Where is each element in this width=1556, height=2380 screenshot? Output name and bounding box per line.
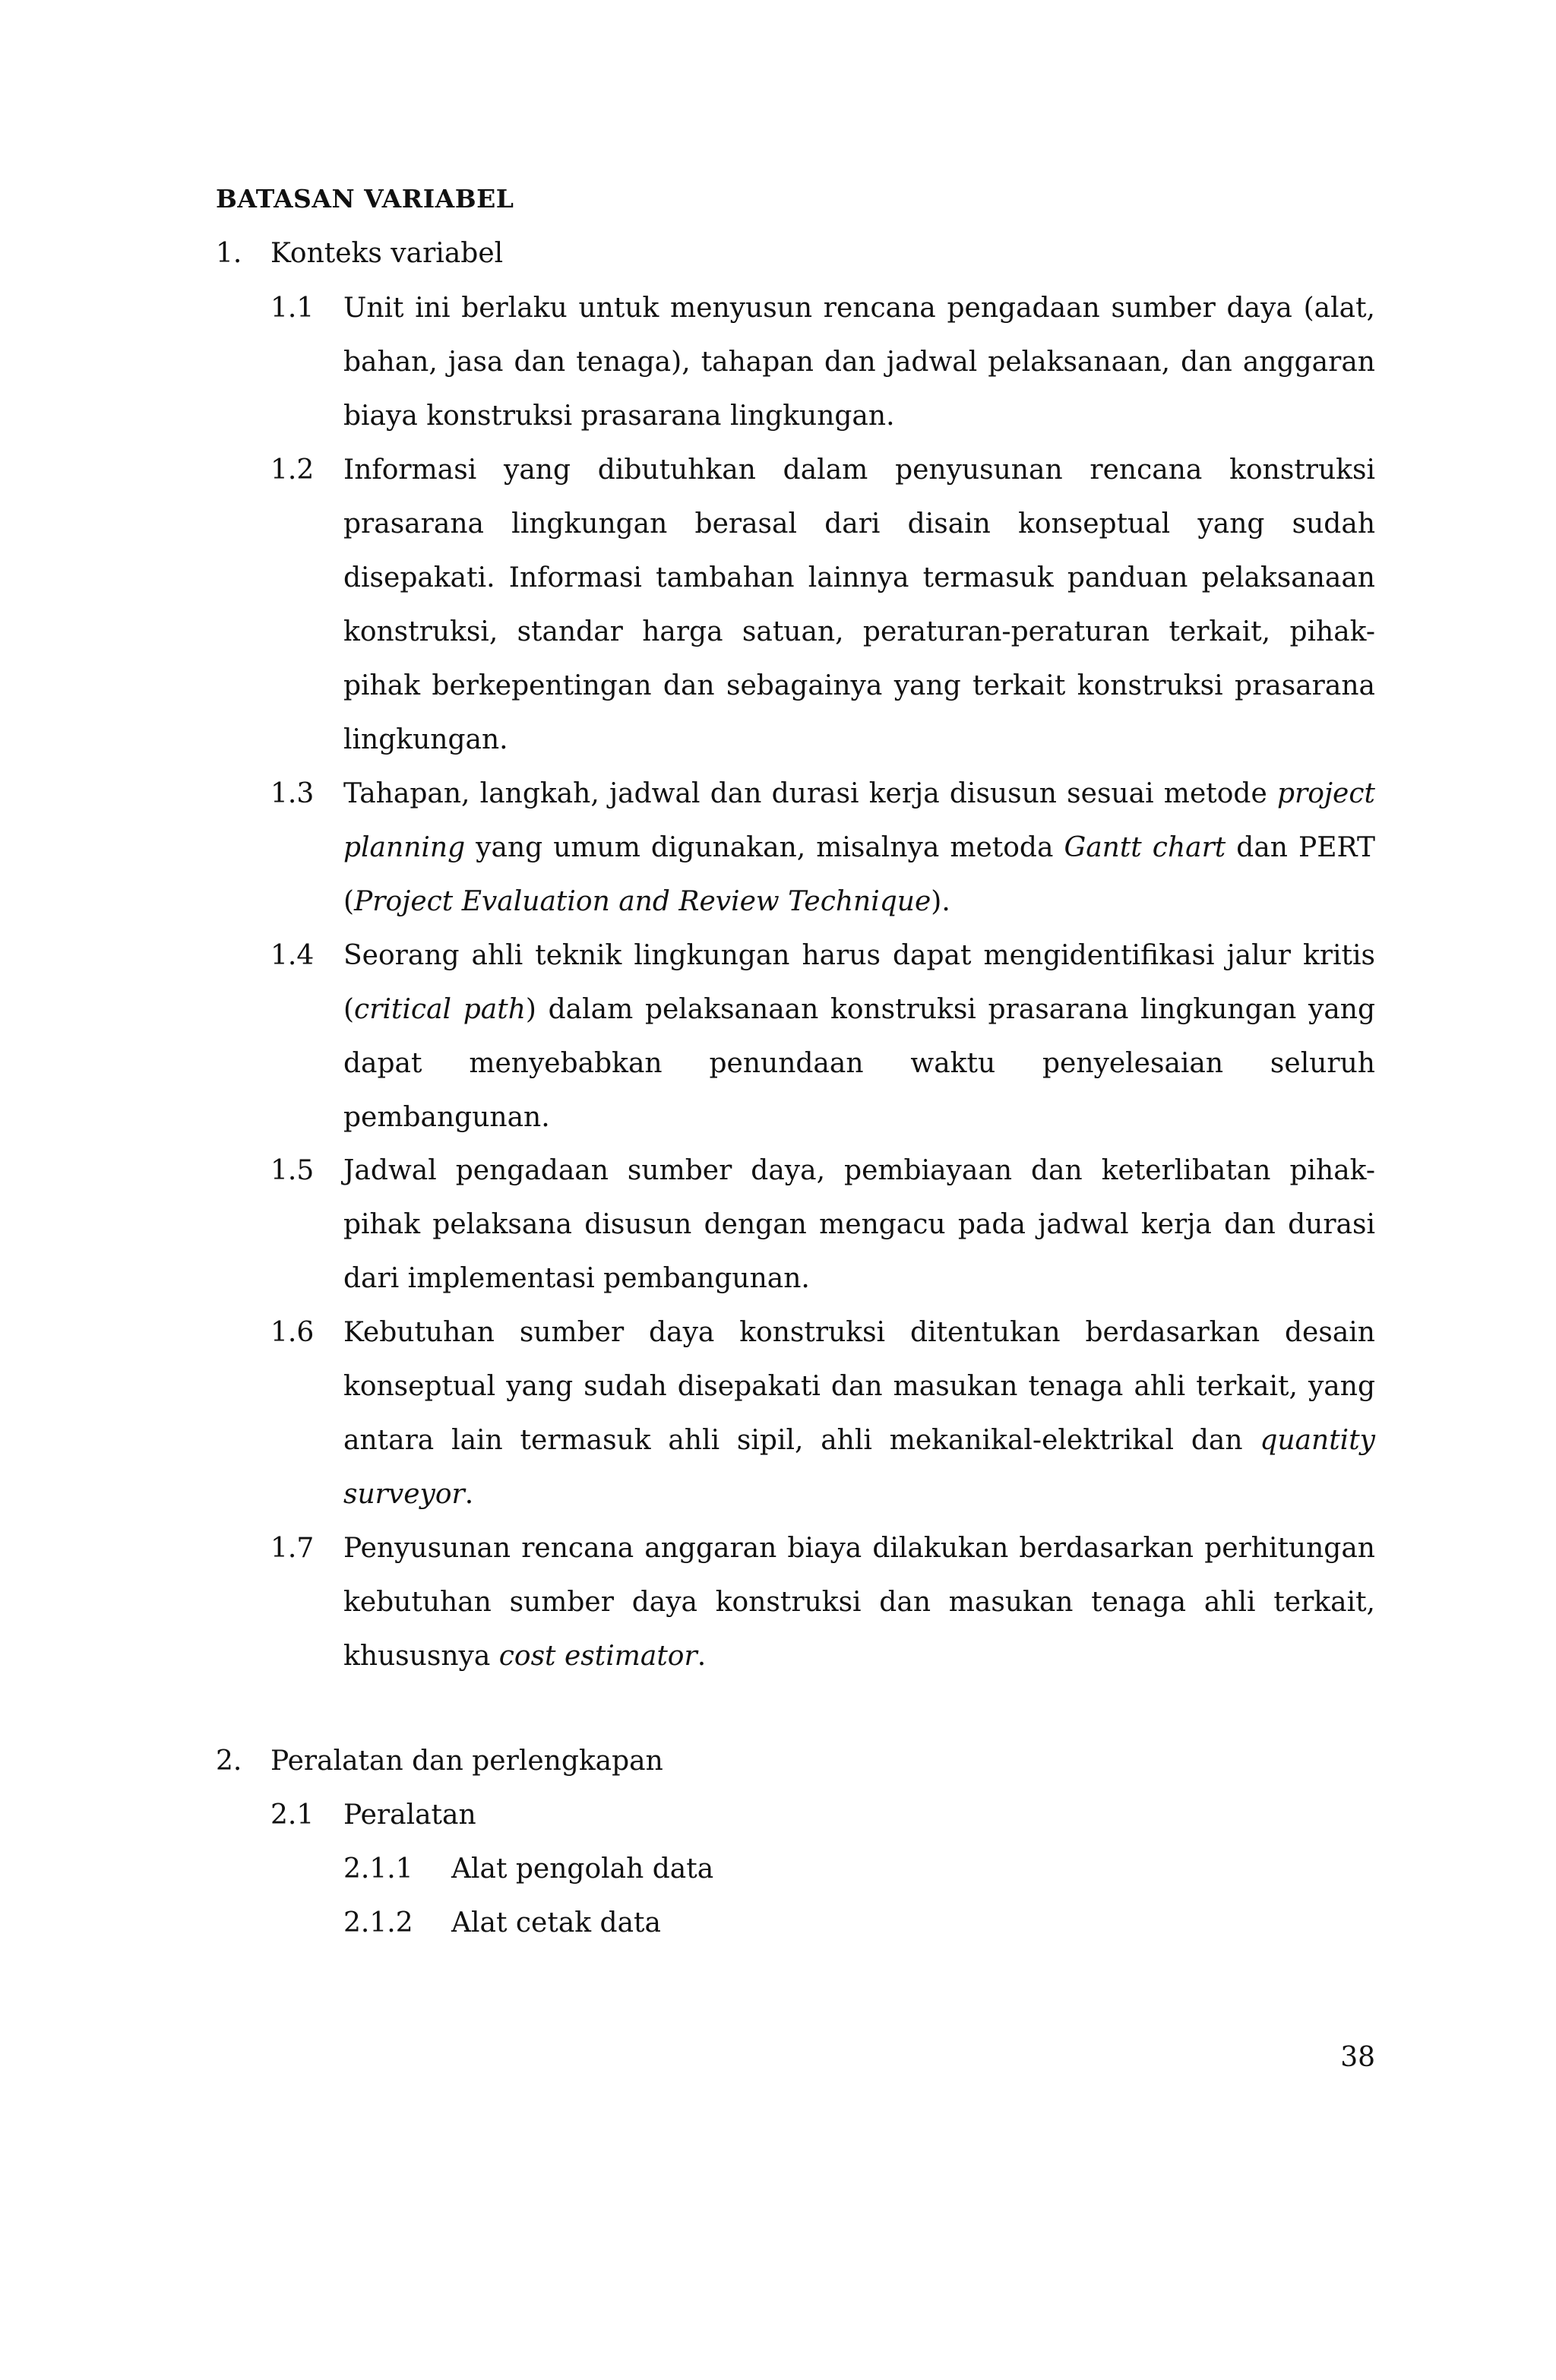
text-run: ). <box>931 886 950 917</box>
item-1-7-text <box>343 1521 1375 1683</box>
item-1-2-paragraph: Informasi yang dibutuhkan dalam penyusunan rencana konstruksi prasarana lingkungan berasal dari disain konseptual yang sudah disepakati. Informasi tambahan lainnya termasuk panduan pelaksanaan konstruksi, standar harga satuan, peraturan-peraturan terkait, pihak-pihak berkepentingan dan sebagainya yang terkait konstruksi prasarana lingkungan. <box>343 454 1375 755</box>
item-1-3-paragraph <box>343 767 1375 929</box>
section-1-number: 1. <box>216 238 242 269</box>
text-run: Penyusunan rencana anggaran biaya dilakukan berdasarkan perhitungan kebutuhan sumber daya konstruksi dan masukan tenaga ahli terkait, khususnya <box>343 1533 1375 1672</box>
item-1-4-text <box>343 929 1375 1144</box>
item-2-1-title: Peralatan <box>343 1799 476 1831</box>
item-1-6-text <box>343 1306 1375 1521</box>
italic-term: critical path <box>354 994 526 1025</box>
item-1-6-paragraph <box>343 1306 1375 1521</box>
italic-term: cost estimator <box>498 1641 697 1672</box>
section-2-number: 2. <box>216 1745 242 1777</box>
item-1-3-text <box>343 767 1375 929</box>
text-run: ) dalam pelaksanaan konstruksi prasarana lingkungan yang dapat menyebabkan penundaan waktu penyelesaian seluruh pembangunan. <box>343 994 1376 1133</box>
italic-term: quantity surveyor <box>343 1425 1375 1510</box>
item-1-1-text <box>343 281 1375 443</box>
text-run: Tahapan, langkah, jadwal dan durasi kerja disusun sesuai metode <box>343 778 1277 809</box>
item-1-1-paragraph: Unit ini berlaku untuk menyusun rencana pengadaan sumber daya (alat, bahan, jasa dan tenaga), tahapan dan jadwal pelaksanaan, dan anggaran biaya konstruksi prasarana lingkungan. <box>343 293 1375 432</box>
item-1-5-paragraph: Jadwal pengadaan sumber daya, pembiayaan dan keterlibatan pihak-pihak pelaksana disusun dengan mengacu pada jadwal kerja dan durasi dari implementasi pembangunan. <box>343 1155 1375 1294</box>
item-1-7-number: 1.7 <box>270 1533 315 1564</box>
item-1-5-text <box>343 1144 1375 1306</box>
text-run: . <box>464 1479 474 1510</box>
italic-term: Gantt chart <box>1064 832 1226 863</box>
item-1-6-number: 1.6 <box>270 1317 315 1348</box>
text-run: dan PERT ( <box>343 832 1375 917</box>
text-run: Kebutuhan sumber daya konstruksi ditentukan berdasarkan desain konseptual yang sudah disepakati dan masukan tenaga ahli terkait, yang antara lain termasuk ahli sipil, ahli mekanikal-elektrikal dan <box>343 1317 1375 1456</box>
item-1-3-number: 1.3 <box>270 778 315 809</box>
item-2-1-number: 2.1 <box>270 1799 315 1831</box>
subitem-2-1-1-number: 2.1.1 <box>343 1853 413 1885</box>
item-1-1-number: 1.1 <box>270 293 315 324</box>
page-number: 38 <box>1340 2042 1375 2073</box>
text-run: . <box>697 1641 707 1672</box>
item-1-4-paragraph <box>343 929 1375 1144</box>
section-2-title: Peralatan dan perlengkapan <box>270 1745 663 1777</box>
section-1-title: Konteks variabel <box>270 238 504 269</box>
italic-term: project planning <box>343 778 1375 863</box>
subitem-2-1-2-text: Alat cetak data <box>451 1907 661 1938</box>
italic-term: Project Evaluation and Review Technique <box>354 886 931 917</box>
item-1-2-text <box>343 443 1375 767</box>
text-run: Seorang ahli teknik lingkungan harus dapat mengidentifikasi jalur kritis ( <box>343 940 1375 1025</box>
text-run: yang umum digunakan, misalnya metoda <box>465 832 1064 863</box>
subitem-2-1-2-number: 2.1.2 <box>343 1907 413 1938</box>
item-1-5-number: 1.5 <box>270 1155 315 1186</box>
subitem-2-1-1-text: Alat pengolah data <box>451 1853 714 1885</box>
item-1-7-paragraph <box>343 1521 1375 1683</box>
section-heading: BATASAN VARIABEL <box>216 184 514 214</box>
item-1-2-number: 1.2 <box>270 454 315 486</box>
item-1-4-number: 1.4 <box>270 940 315 971</box>
